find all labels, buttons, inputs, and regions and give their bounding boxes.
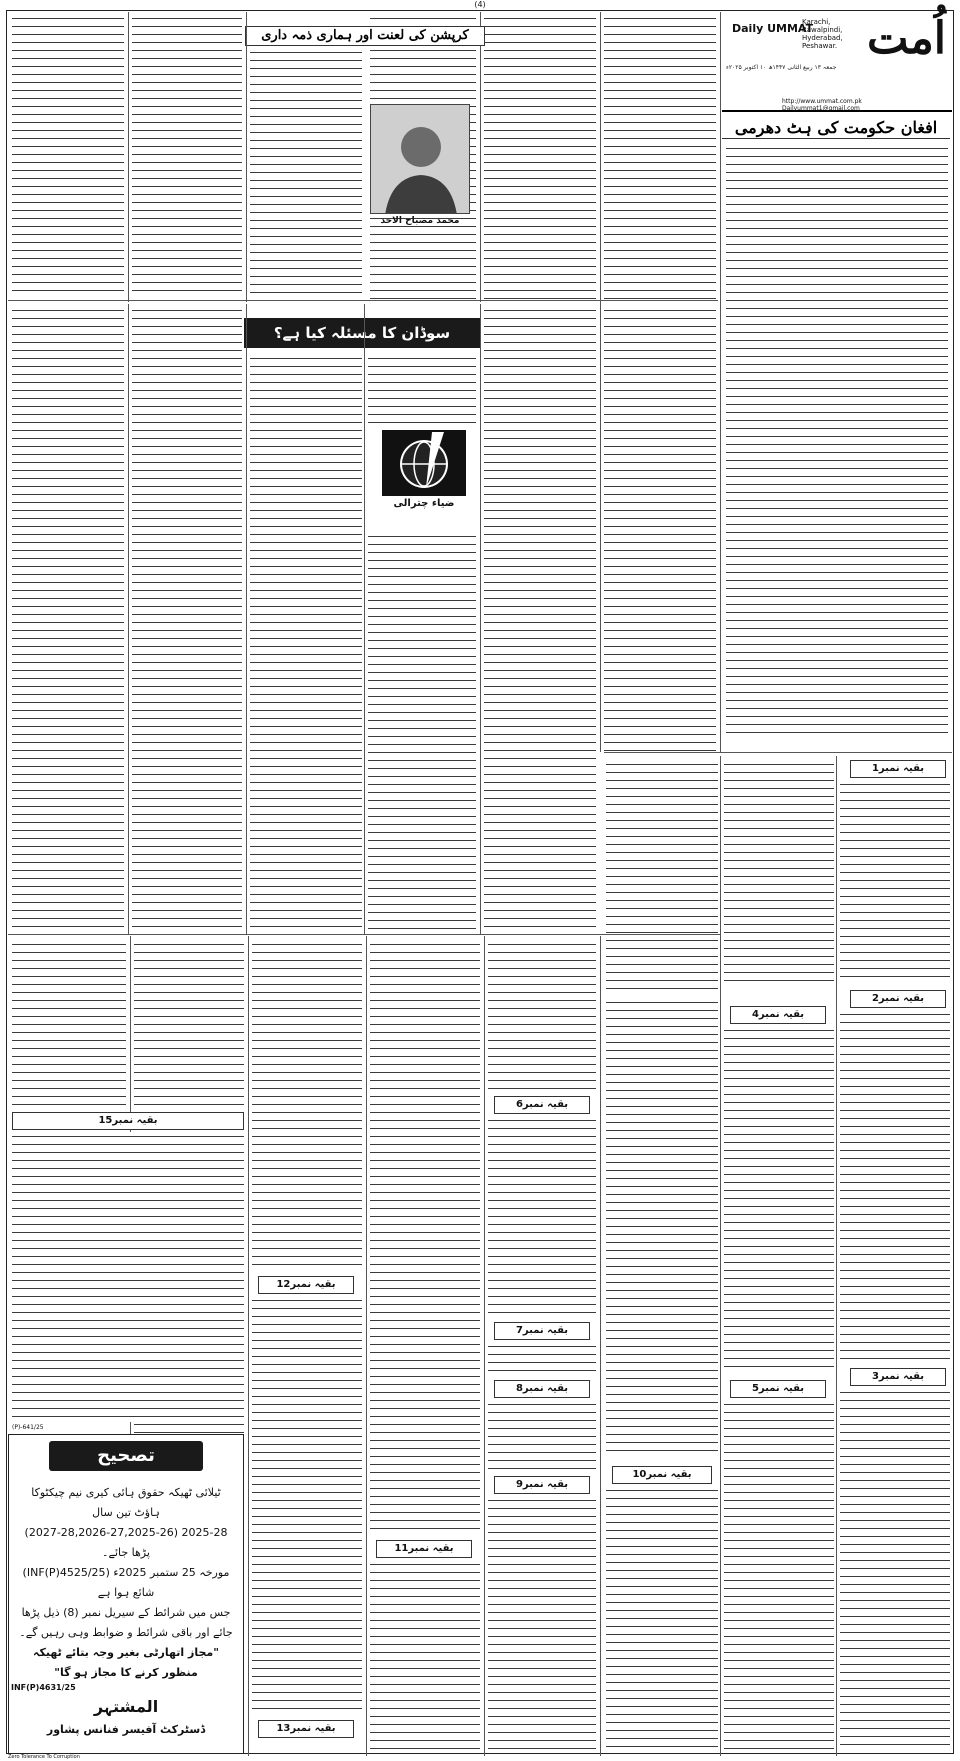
continuation-heading: بقیہ نمبر7 (494, 1322, 590, 1340)
article-text-column (250, 48, 362, 298)
correction-line: مورخہ 25 ستمبر 2025ء (INF(P)4525/25) شائع ہوا ہے (22, 1566, 230, 1599)
globe-pen-icon (374, 426, 474, 526)
column-rule (364, 304, 365, 934)
continuation-heading: بقیہ نمبر5 (730, 1380, 826, 1398)
brand-name: Daily UMMAT (732, 22, 814, 35)
person-icon (371, 105, 470, 214)
continuation-text (488, 940, 596, 1090)
correction-line: 2025-28 (2027-28,2026-27,2025-26) پڑھا جائے۔ (24, 1526, 228, 1559)
continuation-heading: بقیہ نمبر1 (850, 760, 946, 778)
column-rule (836, 756, 837, 1756)
column-title-sudan: سوڈان کا مسئلہ کیا ہے؟ (244, 318, 480, 348)
correction-line: جس میں شرائط کے سیریل نمبر (8) ذیل پڑھا جائے اور باقی شرائط و ضوابط وہی رہیں گے۔ (19, 1606, 233, 1639)
continuation-heading: بقیہ نمبر4 (730, 1006, 826, 1024)
article-text-column (604, 14, 716, 299)
article-text-column (12, 306, 124, 929)
continuation-text (252, 940, 362, 1270)
continuation-text (840, 780, 950, 980)
columnist-logo (374, 426, 474, 526)
correction-reference: INF(P)4631/25 (11, 1683, 76, 1692)
article-text-column (484, 306, 596, 929)
continuation-heading: بقیہ نمبر13 (258, 1720, 354, 1738)
column-rule (248, 936, 249, 1756)
continuation-text (488, 1400, 596, 1470)
article-text-column (12, 14, 124, 296)
article-text-column (368, 532, 476, 929)
continuation-text (840, 1010, 950, 1360)
article-text-column (368, 354, 476, 424)
column-rule (720, 12, 721, 752)
correction-title: تصحیح (49, 1441, 203, 1471)
masthead (722, 12, 952, 112)
section-rule (604, 752, 952, 753)
column-rule (600, 936, 601, 1756)
correction-notice (8, 1434, 244, 1754)
continuation-text (12, 1132, 244, 1422)
columnist-name: ضیاء چترالی (393, 498, 455, 509)
article-text-column (132, 14, 242, 296)
continuation-text (724, 1026, 834, 1371)
ad-reference: (P)-641/25 (12, 1424, 44, 1431)
email-address: Dailyummat1@gmail.com (782, 105, 860, 112)
continuation-text (724, 760, 834, 985)
continuation-text (488, 1116, 596, 1316)
article-text-column (604, 306, 716, 752)
article-text-column (132, 306, 242, 929)
continuation-heading: بقیہ نمبر8 (494, 1380, 590, 1398)
column-rule (128, 304, 129, 934)
column-rule (480, 12, 481, 302)
continuation-heading: بقیہ نمبر2 (850, 990, 946, 1008)
footer-note: Zero Tolerance To Corruption (8, 1754, 80, 1760)
website-link[interactable]: http://www.ummat.com.pk (782, 98, 862, 105)
continuation-heading: بقیہ نمبر10 (612, 1466, 712, 1484)
column-rule (484, 936, 485, 1756)
column-rule (246, 304, 247, 934)
newspaper-logo: اُمت (867, 13, 946, 64)
continuation-text (488, 1496, 596, 1750)
column-title-corruption: کرپشن کی لعنت اور ہماری ذمہ داری (245, 26, 485, 46)
edition-cities: Karachi, Rawalpindi, Hyderabad, Peshawar. (802, 18, 843, 50)
article-text-column (250, 354, 362, 929)
continuation-heading: بقیہ نمبر9 (494, 1476, 590, 1494)
advertiser-office: ڈسٹرکٹ آفیسر فنانس پشاور (46, 1723, 206, 1736)
continuation-text (488, 1342, 596, 1376)
continuation-text (606, 760, 718, 990)
continuation-text (840, 1388, 950, 1750)
continuation-text (370, 1560, 480, 1750)
column-rule (720, 756, 721, 1756)
continuation-heading: بقیہ نمبر12 (258, 1276, 354, 1294)
editorial-title: افغان حکومت کی ہٹ دھرمی (722, 118, 950, 139)
date-line: جمعہ ۱۳ ربیع الثانی ۱۴۴۷ھ ۱۰ اکتوبر ۲۰۲۵ء (726, 64, 837, 71)
continuation-heading: بقیہ نمبر3 (850, 1368, 946, 1386)
column-rule (128, 12, 129, 302)
column-rule (366, 936, 367, 1756)
column-rule (480, 304, 481, 934)
continuation-heading: بقیہ نمبر11 (376, 1540, 472, 1558)
column-rule (600, 12, 601, 752)
article-text-column (484, 14, 596, 299)
correction-line: "مجاز اتھارٹی بغیر وجہ بتائے ٹھیکہ منظور کرنے کا مجاز ہو گا" (33, 1646, 219, 1679)
section-rule (8, 300, 718, 301)
author-byline: محمد مصباح الاحد (380, 216, 460, 226)
page-number: (4) (474, 0, 486, 9)
continuation-text (370, 940, 480, 1535)
continuation-heading: بقیہ نمبر15 (12, 1112, 244, 1130)
advertiser-label: المشتہر (93, 1697, 159, 1716)
correction-line: ٹیلائی ٹھیکہ حقوق ہائی کیری نیم چیکٹوکا ہاؤٹ تین سال (31, 1486, 221, 1519)
continuation-text (12, 940, 126, 1105)
continuation-text (252, 1296, 362, 1716)
continuation-heading: بقیہ نمبر6 (494, 1096, 590, 1114)
editorial-body (726, 144, 948, 738)
continuation-text (606, 1486, 718, 1750)
column-rule (246, 12, 247, 302)
continuation-text (724, 1400, 834, 1750)
section-rule (8, 934, 720, 935)
website-url (782, 98, 862, 112)
author-portrait (370, 104, 470, 214)
correction-body (9, 1477, 243, 1689)
continuation-text (606, 998, 718, 1458)
